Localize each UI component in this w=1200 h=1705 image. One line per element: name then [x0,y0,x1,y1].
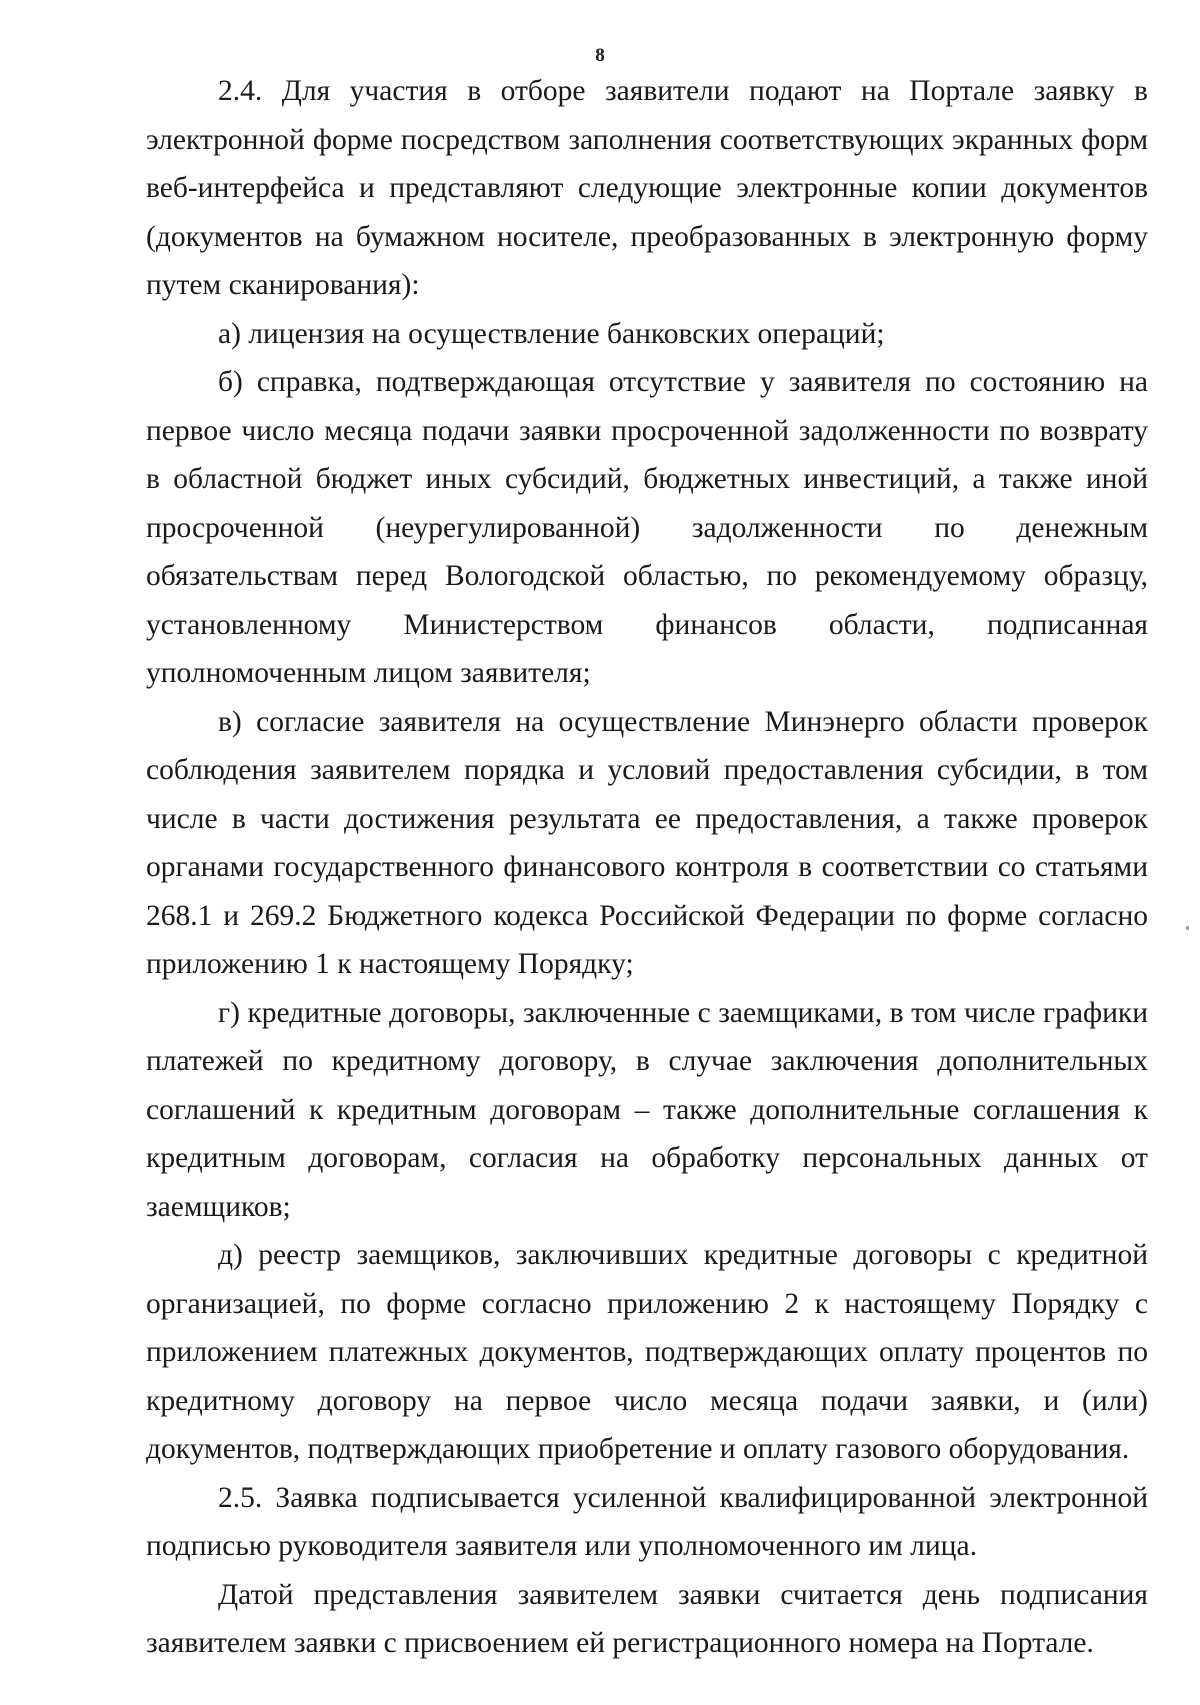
list-item-g: г) кредитные договоры, заключенные с заемщиками, в том числе графики платежей по кредитному договору, в случае заключения дополнительных соглашений к кредитным договорам – также дополнительные соглашения к кредитным договорам, согласия на обработку персональных данных от заемщиков; [146,996,1148,1223]
list-item-d: д) реестр заемщиков, заключивших кредитные договоры с кредитной организацией, по форме согласно приложению 2 к настоящему Порядку с приложением платежных документов, подтверждающих оплату процентов по кредитному договору на первое число месяца подачи заявки, и (или) документов, подтверждающих приобретение и оплату газового оборудования. [146,1239,1148,1465]
list-item-b: б) справка, подтверждающая отсутствие у заявителя по состоянию на первое число месяца подачи заявки просроченной задолженности по возврату в областной бюджет иных субсидий, бюджетных инвестиций, а также иной просроченной (неурегулированной) задолженности по денежным обязательствам перед Вологодской областью, по рекомендуемому образцу, установленному Министерством финансов области, подписанная уполномоченным лицом заявителя; [146,366,1148,689]
list-item-v: в) согласие заявителя на осуществление Минэнерго области проверок соблюдения заявителем порядка и условий предоставления субсидии, в том числе в части достижения результата ее предоставления, а также проверок органами государственного финансового контроля в соответствии со статьями 268.1 и 269.2 Бюджетного кодекса Российской Федерации по форме согласно приложению 1 к настоящему Порядку; [146,705,1148,980]
list-item-a: а) лицензия на осуществление банковских операций; [218,317,885,350]
paragraph-2-5: 2.5. Заявка подписывается усиленной квалифицированной электронной подписью руководителя заявителя или уполномоченного им лица. [146,1481,1148,1562]
scan-artifact [1186,926,1189,930]
document-body [146,67,1148,1668]
paragraph-2-4: 2.4. Для участия в отборе заявители подают на Портале заявку в электронной форме посредством заполнения соответствующих экранных форм веб-интерфейса и представляют следующие электронные копии документов (документов на бумажном носителе, преобразованных в электронную форму путем сканирования): [146,75,1148,301]
page-number: 8 [595,45,605,66]
paragraph-submission-date: Датой представления заявителем заявки считается день подписания заявителем заявки с присвоением ей регистрационного номера на Портале. [146,1578,1148,1659]
